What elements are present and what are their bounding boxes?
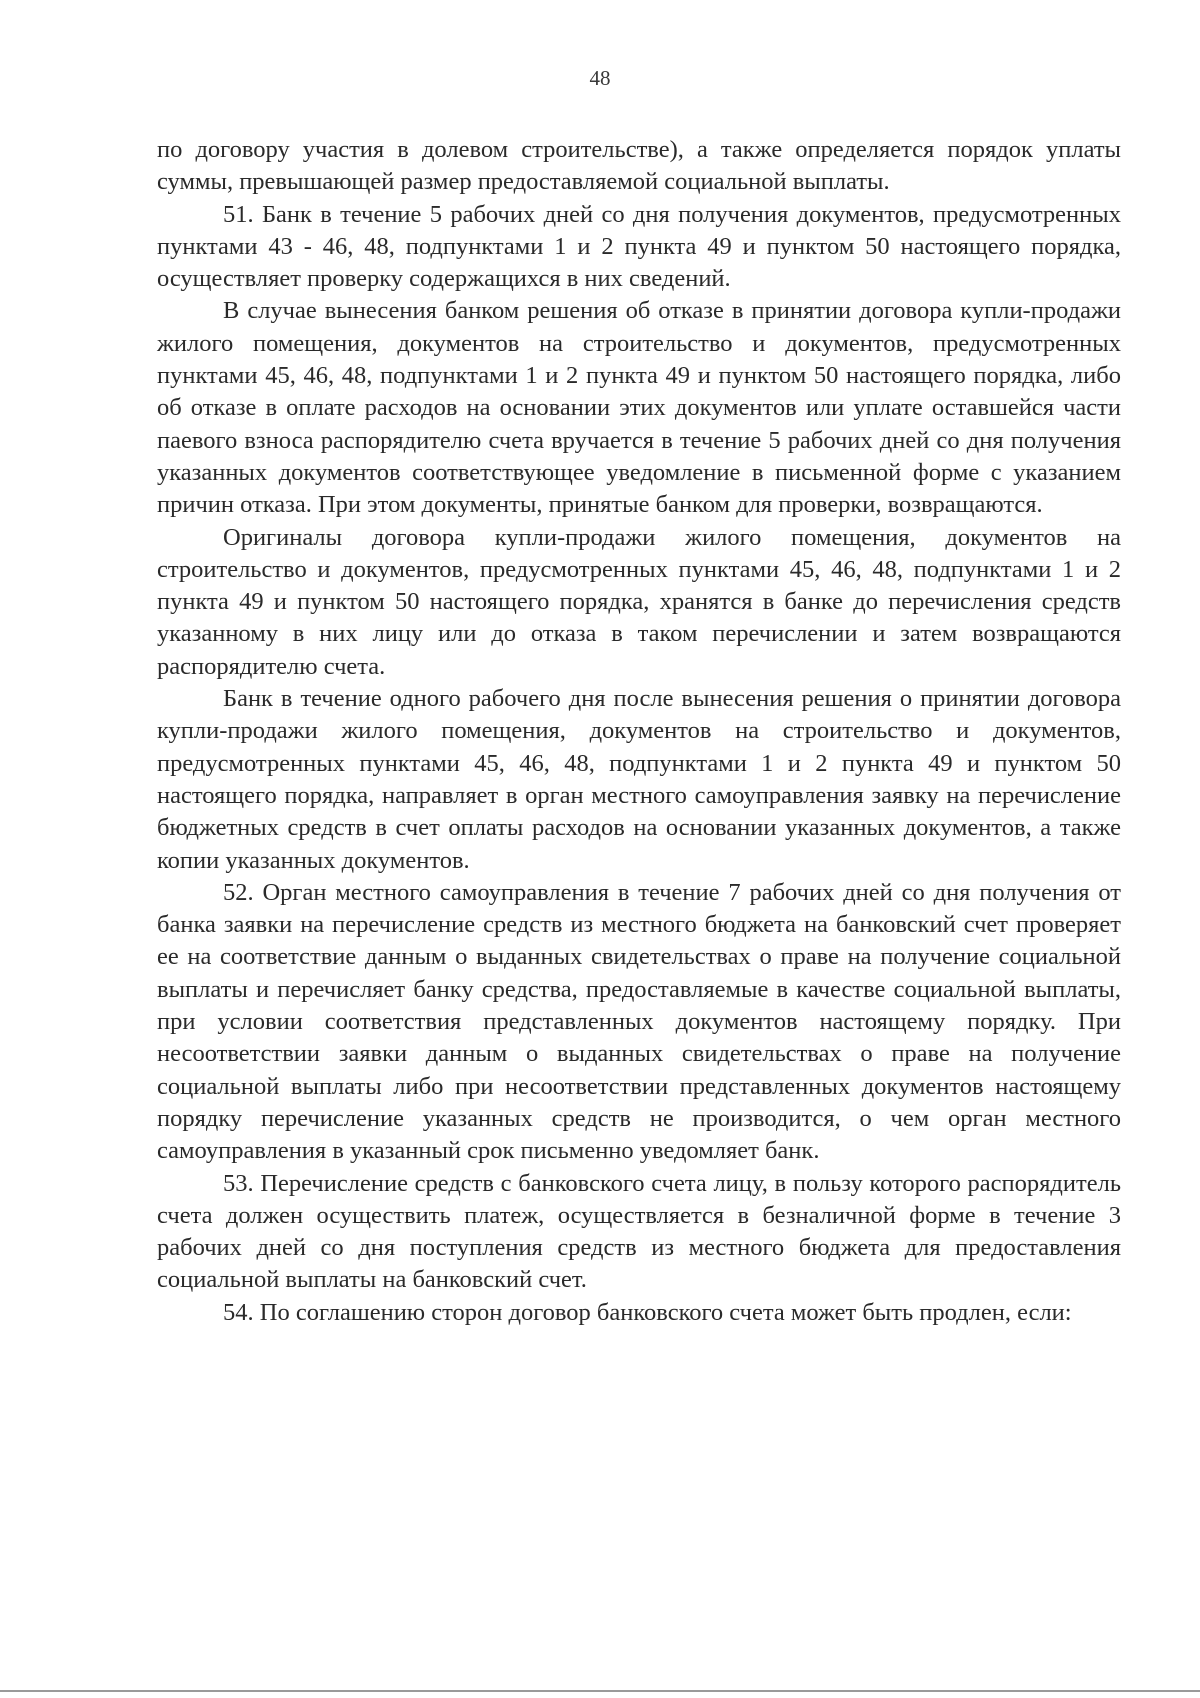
paragraph-originals: Оригиналы договора купли-продажи жилого помещения, документов на строительство и документов, предусмотренных пунктами 45, 46, 48, подпунктами 1 и 2 пункта 49 и пунктом 50 настоящего порядка, хранятся в банке до перечисления средств указанному в них лицу или до отказа в таком перечислении и затем возвращаются распорядителю счета. (157, 523, 1121, 680)
paragraph-refusal: В случае вынесения банком решения об отказе в принятии договора купли-продажи жилого помещения, документов на строительство и документов, предусмотренных пунктами 45, 46, 48, подпунктами 1 и 2 пункта 49 и пунктом 50 настоящего порядка, либо об отказе в оплате расходов на основании этих документов или уплате оставшейся части паевого взноса распорядителю счета вручается в течение 5 рабочих дней со дня получения указанных документов соответствующее уведомление в письменной форме с указанием причин отказа. При этом документы, принятые банком для проверки, возвращаются. (157, 297, 1121, 519)
page-number: 48 (589, 66, 611, 90)
paragraph-52: 52. Орган местного самоуправления в течение 7 рабочих дней со дня получения от банка заявки на перечисление средств из местного бюджета на банковский счет проверяет ее на соответствие данным о выданных свидетельствах о праве на получение социальной выплаты и перечисляет банку средства, предоставляемые в качестве социальной выплаты, при условии соответствия представленных документов настоящему порядку. При несоответствии заявки данным о выданных свидетельствах о праве на получение социальной выплаты либо при несоответствии представленных документов настоящему порядку перечисление указанных средств не производится, о чем орган местного самоуправления в указанный срок письменно уведомляет банк. (157, 878, 1121, 1165)
paragraph-continuation: по договору участия в долевом строительстве), а также определяется порядок уплаты суммы, превышающей размер предоставляемой социальной выплаты. (157, 136, 1121, 196)
paragraph-bank-request: Банк в течение одного рабочего дня после вынесения решения о принятии договора купли-продажи жилого помещения, документов на строительство и документов, предусмотренных пунктами 45, 46, 48, подпунктами 1 и 2 пункта 49 и пунктом 50 настоящего порядка, направляет в орган местного самоуправления заявку на перечисление бюджетных средств в счет оплаты расходов на основании указанных документов, а также копии указанных документов. (157, 685, 1121, 874)
page-bottom-divider (0, 1690, 1200, 1692)
paragraph-54: 54. По соглашению сторон договор банковского счета может быть продлен, если: (223, 1298, 1072, 1326)
paragraph-53: 53. Перечисление средств с банковского счета лицу, в пользу которого распорядитель счета должен осуществить платеж, осуществляется в безналичной форме в течение 3 рабочих дней со дня поступления средств из местного бюджета для предоставления социальной выплаты на банковский счет. (157, 1169, 1121, 1294)
document-body (157, 134, 1121, 1329)
paragraph-51: 51. Банк в течение 5 рабочих дней со дня получения документов, предусмотренных пунктами 43 - 46, 48, подпунктами 1 и 2 пункта 49 и пунктом 50 настоящего порядка, осуществляет проверку содержащихся в них сведений. (157, 200, 1121, 293)
